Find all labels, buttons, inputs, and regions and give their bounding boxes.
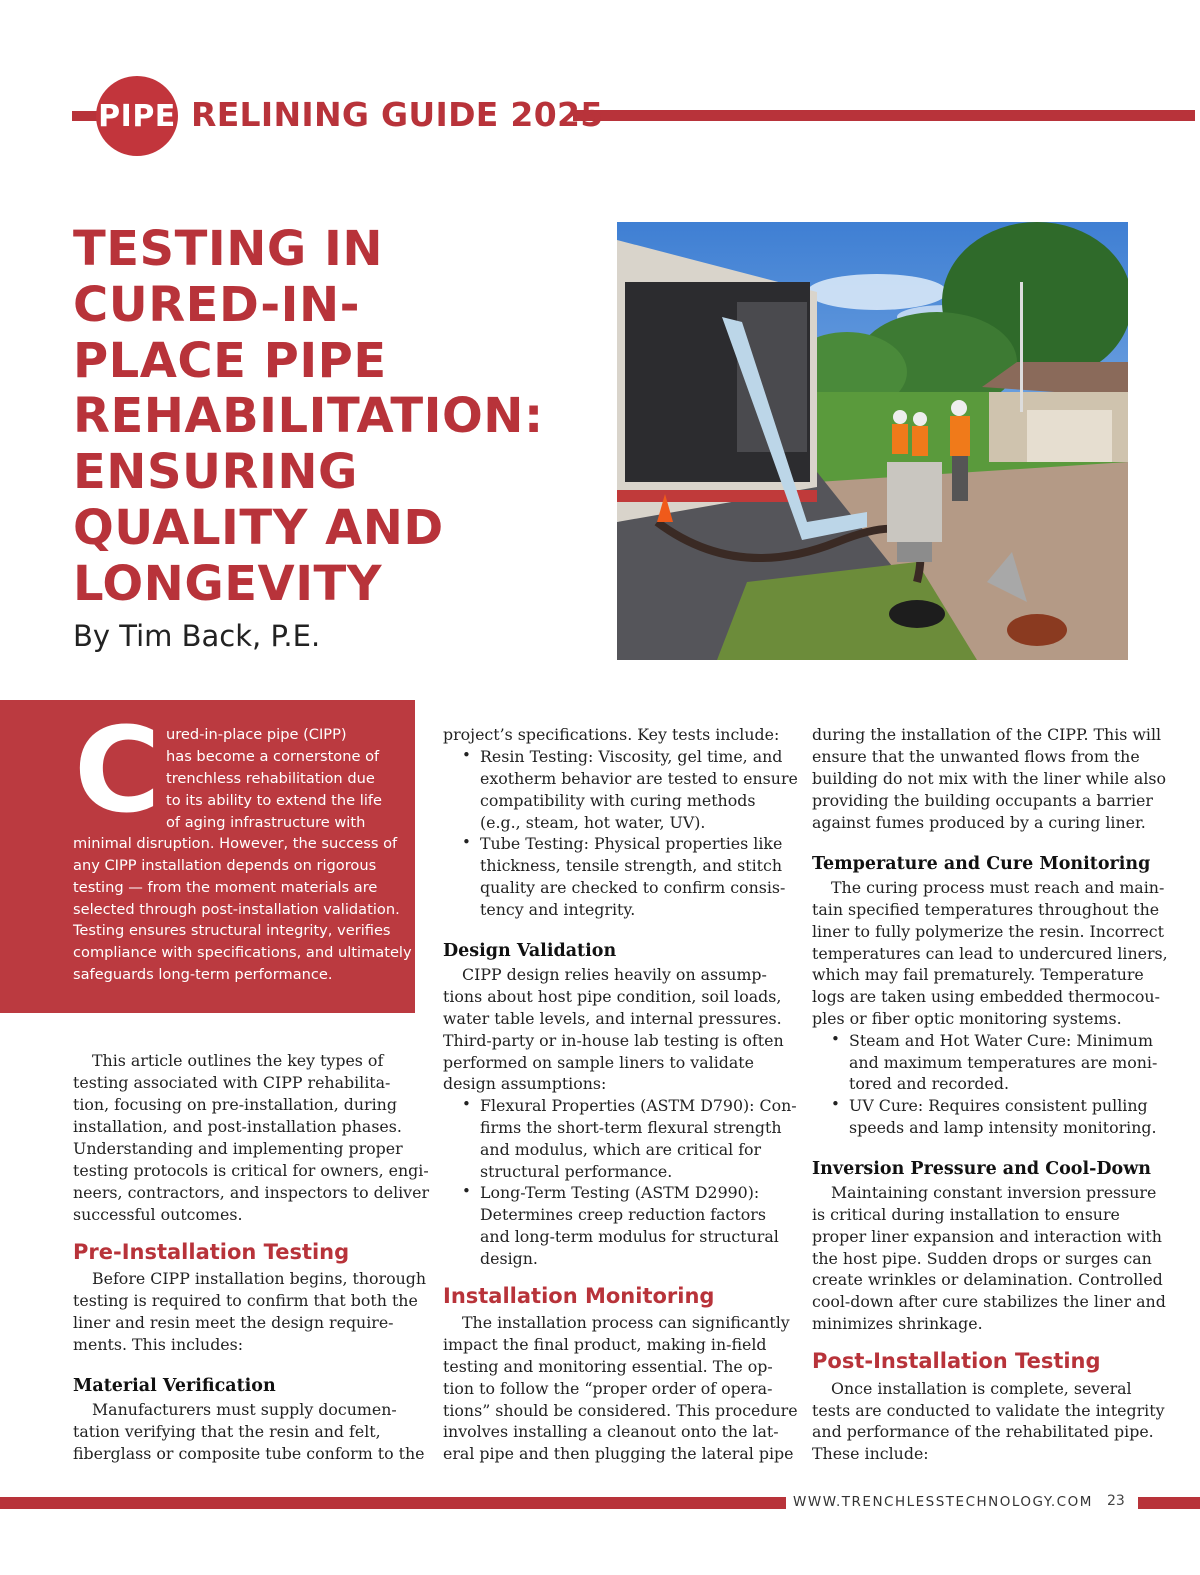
bullet-text-line: speeds and lamp intensity monitoring.: [849, 1118, 1157, 1137]
bullet-text-line: and maximum temperatures are moni-: [849, 1053, 1158, 1072]
headline-line: CURED-IN-: [73, 276, 361, 333]
body-text-line: eral pipe and then plugging the lateral pipe: [443, 1444, 794, 1463]
body-text-line: ples or fiber optic monitoring systems.: [812, 1009, 1122, 1028]
body-text-line: is critical during installation to ensure: [812, 1205, 1120, 1224]
body-text-line: Third-party or in-house lab testing is often: [443, 1031, 784, 1050]
body-text-line: logs are taken using embedded thermocou-: [812, 987, 1160, 1006]
footer-rule-left: [0, 1497, 786, 1509]
author-byline: By Tim Back, P.E.: [73, 619, 321, 653]
body-text-line: The curing process must reach and main-: [831, 878, 1165, 897]
body-text-line: impact the final product, making in-field: [443, 1335, 767, 1354]
body-text-line: create wrinkles or delamination. Controlled: [812, 1270, 1163, 1289]
intro-line: minimal disruption. However, the success of: [73, 835, 398, 852]
bullet-icon: •: [831, 1095, 840, 1113]
pipe-logo-circle: [96, 76, 178, 156]
bullet-text-line: Long-Term Testing (ASTM D2990):: [480, 1183, 760, 1202]
headline-line: LONGEVITY: [73, 555, 383, 612]
bullet-text-line: Resin Testing: Viscosity, gel time, and: [480, 747, 783, 766]
body-text-line: and performance of the rehabilitated pipe.: [812, 1422, 1154, 1441]
headline-line: REHABILITATION:: [73, 388, 544, 445]
body-text-line: This article outlines the key types of: [92, 1051, 384, 1070]
body-text-line: testing associated with CIPP rehabilita-: [73, 1073, 391, 1092]
bullet-text-line: Determines creep reduction factors: [480, 1205, 766, 1224]
headline-line: QUALITY AND: [73, 499, 444, 556]
body-text-line: tions” should be considered. This procedure: [443, 1401, 798, 1420]
body-text-line: fiberglass or composite tube conform to the: [73, 1444, 425, 1463]
body-text-line: The installation process can significantly: [462, 1313, 790, 1332]
body-text-line: tests are conducted to validate the integrity: [812, 1401, 1165, 1420]
intro-line: testing — from the moment materials are: [73, 879, 378, 896]
body-text-line: ments. This includes:: [73, 1335, 244, 1354]
bullet-text-line: Tube Testing: Physical properties like: [480, 834, 783, 853]
footer-website-url: WWW.TRENCHLESSTECHNOLOGY.COM: [793, 1494, 1093, 1510]
bullet-text-line: design.: [480, 1249, 538, 1268]
body-text-line: testing and monitoring essential. The op-: [443, 1357, 773, 1376]
body-text-line: Maintaining constant inversion pressure: [831, 1183, 1157, 1202]
body-text-line: tion to follow the “proper order of opera-: [443, 1379, 773, 1398]
intro-line: has become a cornerstone of: [166, 748, 380, 765]
body-text-line: ensure that the unwanted flows from the: [812, 747, 1140, 766]
headline-line: PLACE PIPE: [73, 332, 387, 389]
banner-rule-right: [573, 110, 1195, 121]
body-text-line: liner to fully polymerize the resin. Incorrect: [812, 922, 1164, 941]
body-text-line: the host pipe. Sudden drops or surges can: [812, 1249, 1152, 1268]
subheading-material-verification: Material Verification: [73, 1376, 276, 1396]
bullet-text-line: Steam and Hot Water Cure: Minimum: [849, 1031, 1153, 1050]
bullet-text-line: Flexural Properties (ASTM D790): Con-: [480, 1096, 797, 1115]
body-text-line: testing is required to confirm that both the: [73, 1291, 418, 1310]
bullet-text-line: exotherm behavior are tested to ensure: [480, 769, 798, 788]
bullet-text-line: and modulus, which are critical for: [480, 1140, 762, 1159]
cipp-installation-photo: [617, 222, 1128, 660]
bullet-text-line: compatibility with curing methods: [480, 791, 756, 810]
body-text-line: These include:: [812, 1444, 929, 1463]
bullet-text-line: and long-term modulus for structural: [480, 1227, 779, 1246]
body-text-line: involves installing a cleanout onto the lat-: [443, 1422, 779, 1441]
bullet-icon: •: [462, 1095, 471, 1113]
body-text-line: tain specified temperatures throughout the: [812, 900, 1160, 919]
intro-line: compliance with specifications, and ultimately: [73, 944, 412, 961]
footer-page-number: 23: [1107, 1493, 1125, 1509]
body-text-line: cool-down after cure stabilizes the liner and: [812, 1292, 1166, 1311]
headline-line: TESTING IN: [73, 221, 384, 277]
headline-line: ENSURING: [73, 444, 358, 501]
section-banner-title: RELINING GUIDE 2025: [191, 95, 604, 134]
bullet-text-line: tored and recorded.: [849, 1074, 1010, 1093]
body-text-line: neers, contractors, and inspectors to deliver: [73, 1183, 430, 1202]
bullet-icon: •: [462, 746, 471, 764]
body-text-line: tation verifying that the resin and felt,: [73, 1422, 381, 1441]
subheading-design-validation: Design Validation: [443, 941, 617, 961]
body-text-line: performed on sample liners to validate: [443, 1053, 754, 1072]
bullet-text-line: (e.g., steam, hot water, UV).: [480, 813, 706, 832]
body-text-line: minimizes shrinkage.: [812, 1314, 983, 1333]
section-heading-post-installation: Post-Installation Testing: [812, 1349, 1101, 1373]
body-text-line: design assumptions:: [443, 1074, 607, 1093]
intro-line: trenchless rehabilitation due: [166, 770, 375, 787]
intro-line: safeguards long-term performance.: [73, 966, 333, 983]
subheading-temperature-cure: Temperature and Cure Monitoring: [812, 854, 1151, 874]
subheading-inversion-pressure: Inversion Pressure and Cool-Down: [812, 1159, 1152, 1179]
bullet-text-line: quality are checked to confirm consis-: [480, 878, 786, 897]
bullet-text-line: structural performance.: [480, 1162, 673, 1181]
body-text-line: successful outcomes.: [73, 1205, 243, 1224]
body-text-line: which may fail prematurely. Temperature: [812, 965, 1144, 984]
bullet-icon: •: [462, 833, 471, 851]
drop-cap: C: [74, 701, 161, 839]
bullet-text-line: UV Cure: Requires consistent pulling: [849, 1096, 1148, 1115]
intro-line: to its ability to extend the life: [166, 792, 382, 809]
body-text-line: Understanding and implementing proper: [73, 1139, 403, 1158]
body-text-line: tions about host pipe condition, soil loads,: [443, 987, 782, 1006]
body-text-line: Before CIPP installation begins, thorough: [92, 1269, 427, 1288]
body-text-line: liner and resin meet the design require-: [73, 1313, 394, 1332]
article-headline: [73, 222, 593, 613]
section-heading-pre-installation: Pre-Installation Testing: [73, 1240, 350, 1264]
body-text-line: providing the building occupants a barrier: [812, 791, 1153, 810]
body-text-line: building do not mix with the liner while also: [812, 769, 1166, 788]
intro-line: any CIPP installation depends on rigorous: [73, 857, 377, 874]
body-text-line: during the installation of the CIPP. This will: [812, 725, 1162, 744]
intro-line: Testing ensures structural integrity, verifies: [73, 922, 391, 939]
body-text-line: CIPP design relies heavily on assump-: [462, 965, 767, 984]
bullet-icon: •: [462, 1182, 471, 1200]
body-text-line: temperatures can lead to undercured liners,: [812, 944, 1168, 963]
bullet-text-line: firms the short-term flexural strength: [480, 1118, 782, 1137]
body-text-line: Once installation is complete, several: [831, 1379, 1132, 1398]
body-text-line: Manufacturers must supply documen-: [92, 1400, 397, 1419]
intro-line: ured-in-place pipe (CIPP): [166, 726, 347, 743]
intro-line: selected through post-installation validation.: [73, 901, 400, 918]
body-text-line: project’s specifications. Key tests include:: [443, 725, 780, 744]
bullet-text-line: thickness, tensile strength, and stitch: [480, 856, 783, 875]
bullet-text-line: tency and integrity.: [480, 900, 636, 919]
intro-line: of aging infrastructure with: [166, 814, 366, 831]
body-text-line: proper liner expansion and interaction with: [812, 1227, 1162, 1246]
section-heading-installation-monitoring: Installation Monitoring: [443, 1284, 715, 1308]
body-text-line: testing protocols is critical for owners, engi-: [73, 1161, 429, 1180]
pipe-logo-text: PIPE: [98, 98, 176, 134]
footer-rule-right: [1138, 1497, 1200, 1509]
body-text-line: installation, and post-installation phases.: [73, 1117, 402, 1136]
article-photo: [617, 222, 1128, 660]
body-text-line: against fumes produced by a curing liner.: [812, 813, 1146, 832]
body-text-line: tion, focusing on pre-installation, during: [73, 1095, 397, 1114]
bullet-icon: •: [831, 1030, 840, 1048]
body-text-line: water table levels, and internal pressures.: [443, 1009, 782, 1028]
